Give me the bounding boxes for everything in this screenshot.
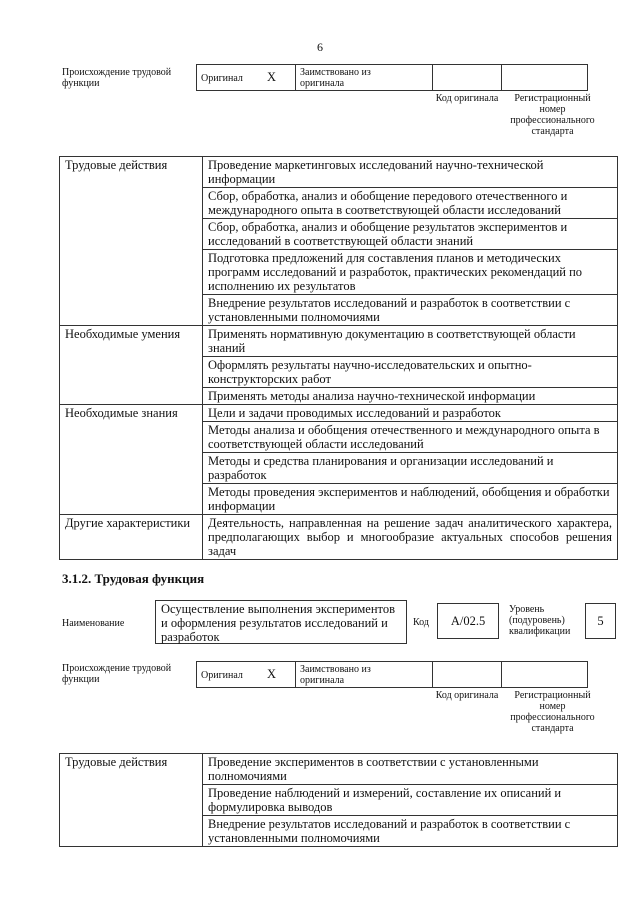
table-cell: Сбор, обработка, анализ и обобщение передового отечественного и международного опыта в соответствующей области исследований [203, 188, 618, 219]
row-label: Трудовые действия [60, 754, 203, 847]
table-row [60, 326, 618, 357]
row-label: Трудовые действия [60, 157, 203, 326]
row-label: Другие характеристики [60, 515, 203, 560]
table-row [60, 405, 618, 422]
reg-number-caption: Регистрационный номер профессионального стандарта [510, 93, 595, 137]
functions-table-1 [59, 156, 618, 560]
reg-number-cell [501, 661, 588, 688]
table-cell: Проведение экспериментов в соответствии с установленными полномочиями [203, 754, 618, 785]
section-heading: 3.1.2. Трудовая функция [62, 571, 205, 586]
code-original-caption: Код оригинала [435, 93, 499, 104]
level-label: Уровень (подуровень) квалификации [509, 604, 571, 637]
reg-number-cell [501, 64, 588, 91]
code-original-cell [432, 64, 502, 91]
table-cell: Проведение наблюдений и измерений, составление их описаний и формулировка выводов [203, 785, 618, 816]
table-cell: Сбор, обработка, анализ и обобщение результатов экспериментов и исследований в соответствующей области знаний [203, 219, 618, 250]
borrowed-cell [295, 661, 433, 688]
page-number: 6 [317, 40, 323, 54]
table-cell: Внедрение результатов исследований и разработок в соответствии с установленными полномочиями [203, 816, 618, 847]
table-cell: Оформлять результаты научно-исследовательских и опытно-конструкторских работ [203, 357, 618, 388]
table-cell: Подготовка предложений для составления планов и методических программ исследований и разработок, практических рекомендаций по исполнению их результатов [203, 250, 618, 295]
original-label: Оригинал [201, 670, 243, 681]
code-label: Код [413, 617, 429, 628]
table-row [60, 157, 618, 188]
borrowed-cell [295, 64, 433, 91]
table-cell: Применять методы анализа научно-технической информации [203, 388, 618, 405]
original-cell [196, 64, 296, 91]
table-cell: Методы проведения экспериментов и наблюдений, обобщения и обработки информации [203, 484, 618, 515]
origin-label: Происхождение трудовой функции [62, 67, 172, 89]
original-mark: X [267, 667, 277, 681]
code-original-caption: Код оригинала [435, 690, 499, 701]
row-label: Необходимые умения [60, 326, 203, 405]
name-label: Наименование [62, 618, 125, 629]
table-cell: Проведение маркетинговых исследований научно-технической информации [203, 157, 618, 188]
table-cell: Цели и задачи проводимых исследований и разработок [203, 405, 618, 422]
functions-table-2 [59, 753, 618, 847]
code-original-cell [432, 661, 502, 688]
function-name-cell: Осуществление выполнения экспериментов и оформления результатов исследований и разработок [155, 600, 407, 644]
row-label: Необходимые знания [60, 405, 203, 515]
original-cell [196, 661, 296, 688]
table-row [60, 515, 618, 560]
table-cell: Внедрение результатов исследований и разработок в соответствии с установленными полномочиями [203, 295, 618, 326]
table-cell: Деятельность, направленная на решение задач аналитического характера, предполагающих выбор и многообразие актуальных способов решения задач [203, 515, 618, 560]
level-value-cell: 5 [585, 603, 616, 639]
original-label: Оригинал [201, 73, 243, 84]
origin-label: Происхождение трудовой функции [62, 663, 172, 685]
table-cell: Методы анализа и обобщения отечественного и международного опыта в соответствующей области исследований [203, 422, 618, 453]
code-value-cell: А/02.5 [437, 603, 499, 639]
table-cell: Методы и средства планирования и организации исследований и разработок [203, 453, 618, 484]
reg-number-caption: Регистрационный номер профессионального стандарта [510, 690, 595, 734]
borrowed-label: Заимствовано из оригинала [300, 67, 371, 89]
table-cell: Применять нормативную документацию в соответствующей области знаний [203, 326, 618, 357]
table-row [60, 754, 618, 785]
original-mark: X [267, 70, 277, 84]
borrowed-label: Заимствовано из оригинала [300, 664, 371, 686]
